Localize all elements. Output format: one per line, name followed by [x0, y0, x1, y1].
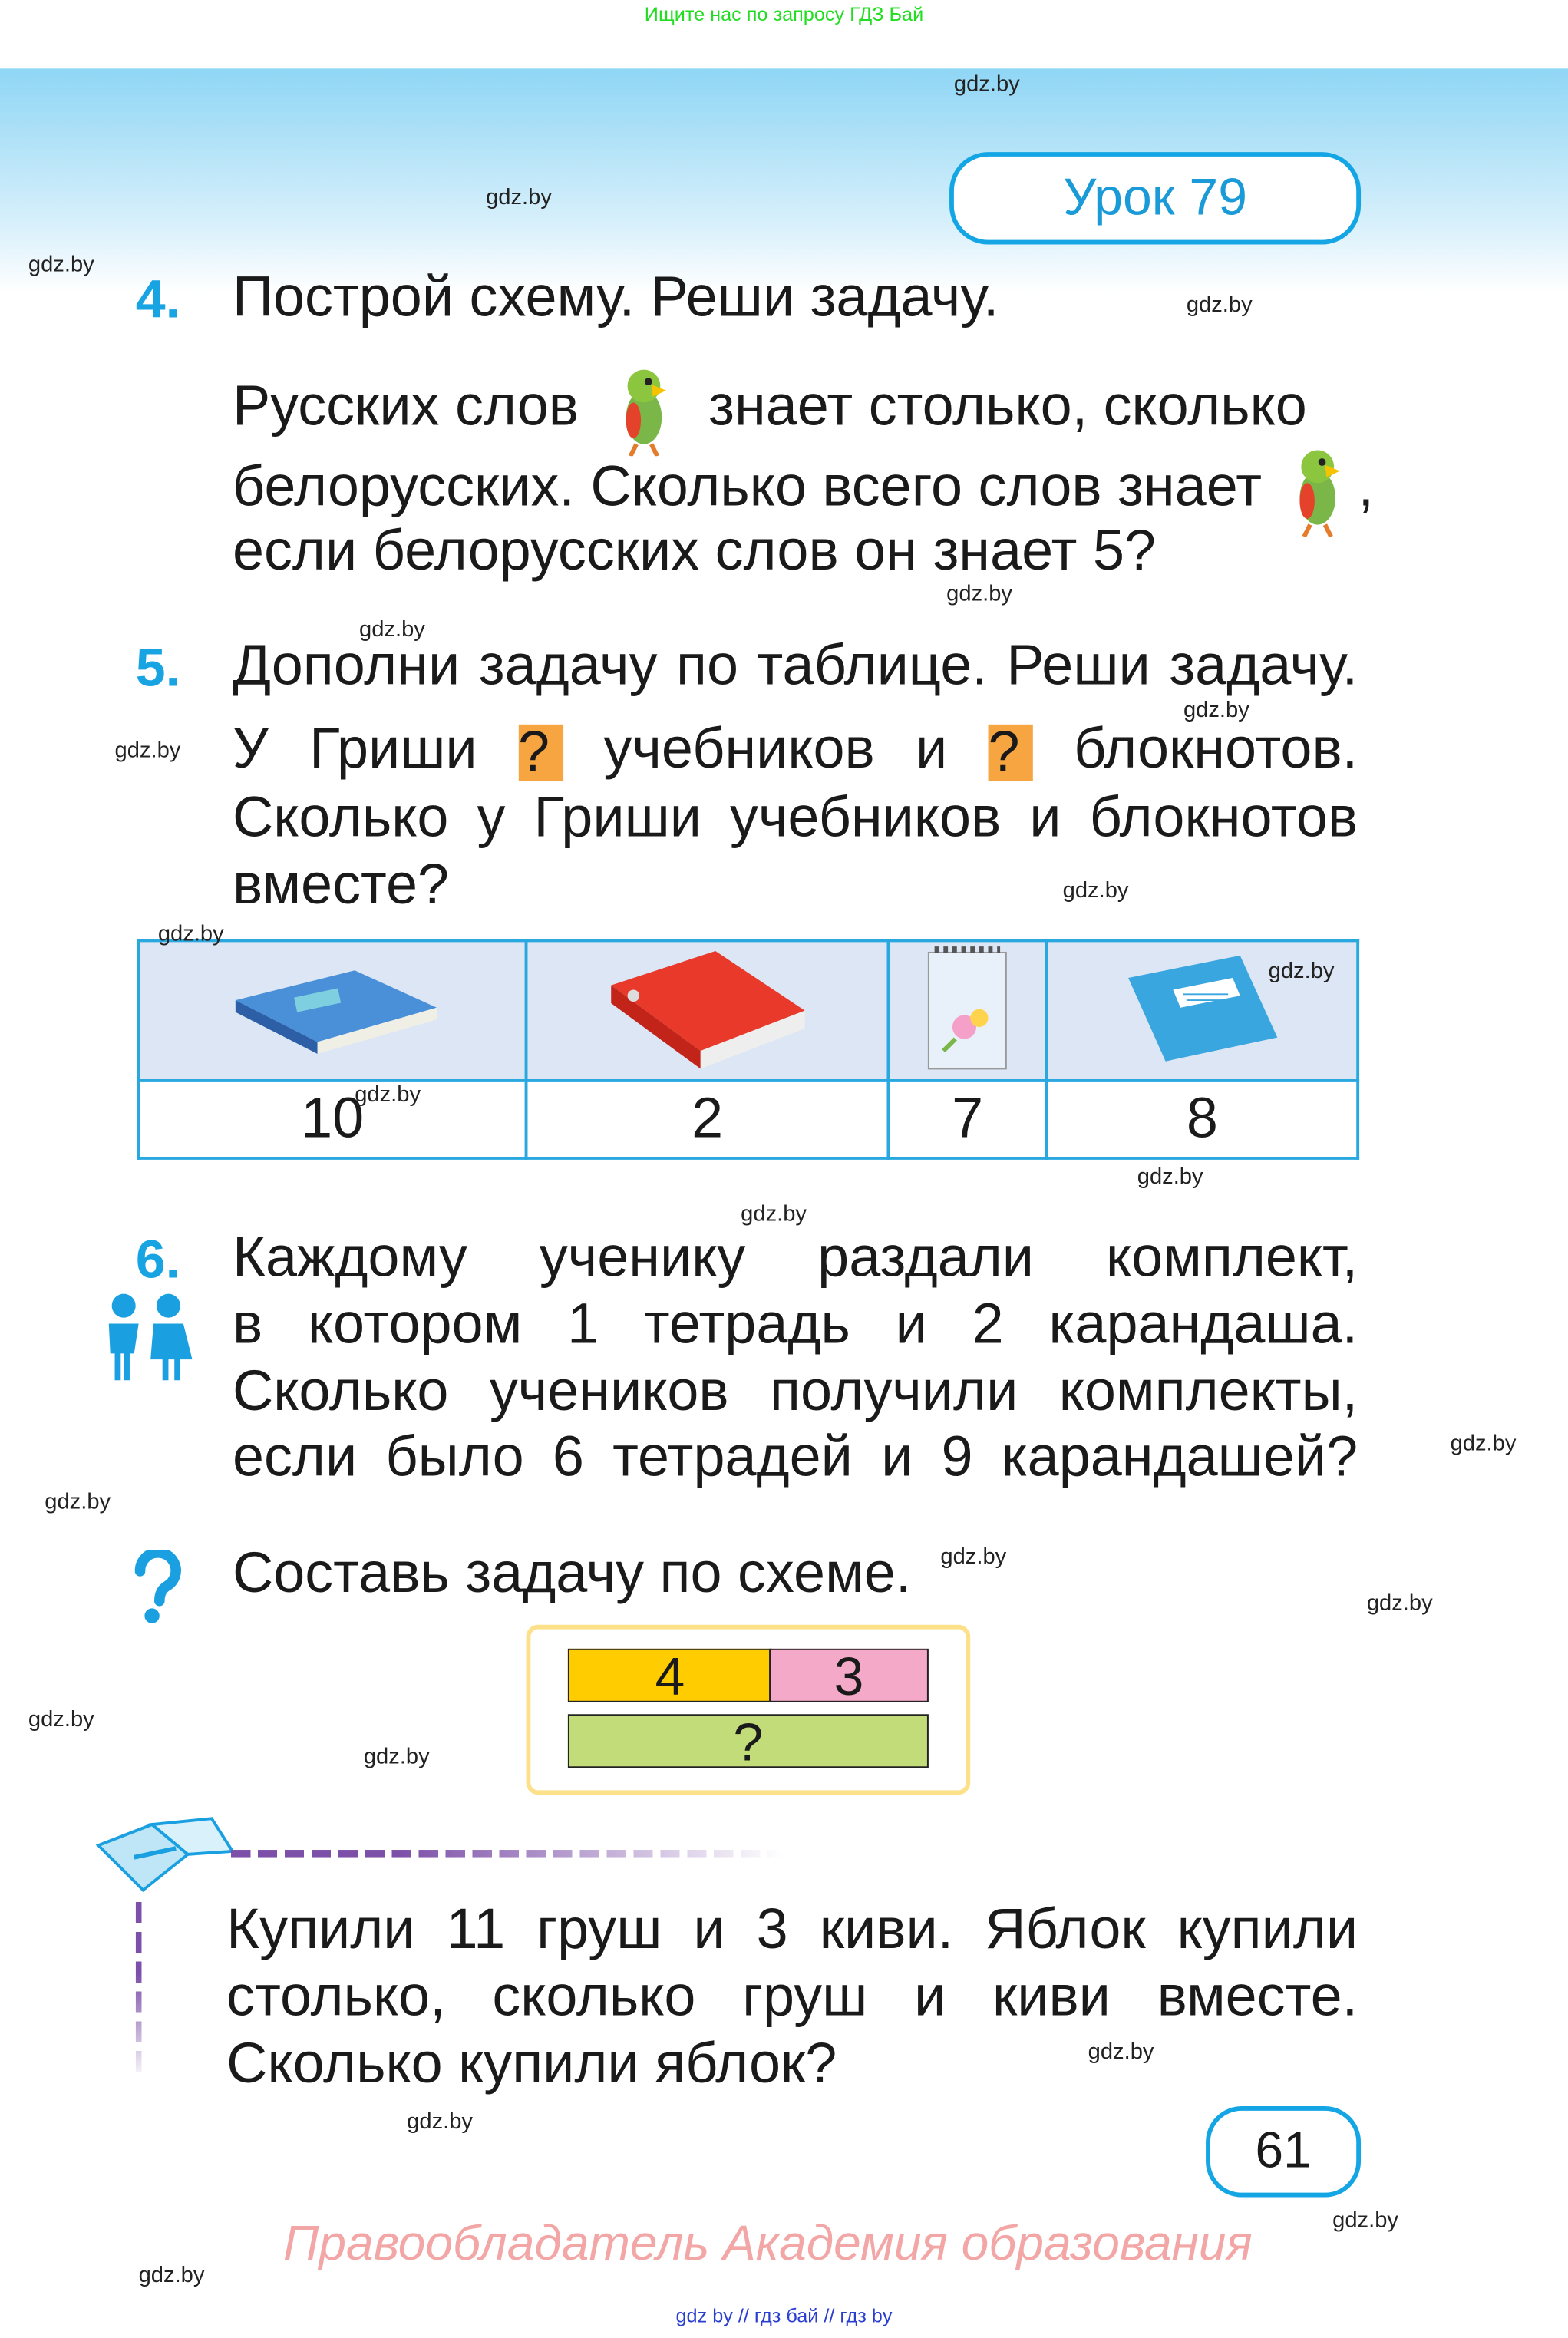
- gdz-watermark: gdz.by: [1268, 958, 1335, 984]
- gdz-watermark: gdz.by: [1088, 2039, 1154, 2065]
- text: белорусских. Сколько всего слов знает: [232, 456, 1263, 519]
- book-icon: [221, 955, 444, 1059]
- scheme-part-2: 3: [769, 1649, 929, 1702]
- table-image-row: [139, 940, 1358, 1081]
- gdz-watermark: gdz.by: [355, 1081, 421, 1108]
- table-value: 2: [527, 1081, 889, 1158]
- footer-links[interactable]: gdz by // гдз бай // гдз by: [675, 2304, 893, 2327]
- table-value: 7: [889, 1081, 1047, 1158]
- parrot-icon: [606, 364, 681, 456]
- items-table: [137, 939, 1359, 1159]
- gdz-watermark: gdz.by: [28, 252, 94, 278]
- bonus-title: Составь задачу по схеме.: [232, 1542, 912, 1606]
- open-book-icon: [92, 1815, 235, 1905]
- dashed-vertical-divider: [136, 1902, 142, 2081]
- gdz-watermark: gdz.by: [45, 1489, 111, 1515]
- scheme-part-1: 4: [568, 1649, 772, 1702]
- text: блокнотов.: [1074, 718, 1358, 781]
- gdz-watermark: gdz.by: [741, 1201, 807, 1227]
- gdz-watermark: gdz.by: [953, 71, 1020, 97]
- task-6-line-1: Каждому ученику раздали комплект,: [232, 1227, 1358, 1290]
- pair-work-icon: [97, 1291, 195, 1383]
- page-number: 61: [1206, 2106, 1361, 2197]
- table-cell: [527, 940, 889, 1081]
- text: знает столько, сколько: [708, 375, 1307, 439]
- copyright-watermark: Правообладатель Академия образования: [282, 2214, 1253, 2270]
- scheme-total: ?: [568, 1714, 929, 1768]
- question-mark-icon: [131, 1550, 185, 1625]
- gdz-watermark: gdz.by: [1332, 2208, 1398, 2234]
- gdz-watermark: gdz.by: [1450, 1431, 1517, 1457]
- gdz-watermark: gdz.by: [1186, 292, 1253, 318]
- dashed-divider: [231, 1850, 783, 1858]
- homework-line-3: Сколько купили яблок?: [226, 2033, 837, 2096]
- gdz-watermark: gdz.by: [407, 2108, 474, 2135]
- gdz-watermark: gdz.by: [359, 616, 425, 643]
- task-4-number: 4.: [135, 268, 181, 330]
- unknown-box: ?: [518, 725, 563, 781]
- task-5-line-2: Сколько у Гриши учебников и блокнотов: [232, 787, 1358, 850]
- text: ,: [1358, 456, 1375, 519]
- task-4-line-1: [233, 364, 1307, 456]
- lesson-badge: Урок 79: [949, 152, 1361, 244]
- parrot-icon: [1281, 444, 1355, 537]
- gdz-watermark: gdz.by: [1183, 697, 1249, 723]
- task-6-number: 6.: [135, 1228, 181, 1290]
- task-6-line-4: если было 6 тетрадей и 9 карандашей?: [232, 1426, 1358, 1490]
- gdz-watermark: gdz.by: [940, 1544, 1007, 1570]
- task-5-line-1: [233, 715, 1358, 784]
- gdz-watermark: gdz.by: [28, 1706, 94, 1732]
- gdz-watermark: gdz.by: [363, 1744, 430, 1770]
- gdz-watermark: gdz.by: [1137, 1164, 1203, 1190]
- gdz-watermark: gdz.by: [114, 738, 181, 764]
- gdz-watermark: gdz.by: [138, 2262, 205, 2288]
- task-5-title: Дополни задачу по таблице. Реши задачу.: [232, 635, 1358, 698]
- task-4-line-3: если белорусских слов он знает 5?: [232, 520, 1157, 583]
- text: Русских слов: [232, 375, 579, 439]
- gdz-watermark: gdz.by: [486, 184, 552, 210]
- gdz-watermark: gdz.by: [1366, 1590, 1433, 1616]
- homework-line-2: столько, сколько груш и киви вместе.: [226, 1966, 1358, 2029]
- gdz-watermark: gdz.by: [1062, 877, 1129, 903]
- task-6-line-2: в котором 1 тетрадь и 2 карандаша.: [232, 1293, 1358, 1357]
- unknown-box: ?: [989, 725, 1033, 781]
- task-4-title: Построй схему. Реши задачу.: [232, 266, 999, 330]
- homework-line-1: Купили 11 груш и 3 киви. Яблок купили: [226, 1899, 1358, 1962]
- table-cell: [889, 940, 1047, 1081]
- task-5-number: 5.: [135, 636, 181, 698]
- notebook-icon: [1113, 947, 1292, 1066]
- text: У Гриши: [232, 718, 477, 781]
- task-6-line-3: Сколько учеников получили комплекты,: [232, 1361, 1358, 1424]
- table-value: 10: [139, 1081, 527, 1158]
- gdz-watermark: gdz.by: [946, 581, 1013, 607]
- table-value-row: [139, 1081, 1358, 1158]
- gdz-watermark: gdz.by: [157, 921, 224, 947]
- table-value: 8: [1047, 1081, 1358, 1158]
- notepad-icon: [923, 943, 1012, 1071]
- table-cell: [139, 940, 527, 1081]
- text: учебников и: [603, 718, 948, 781]
- search-hint: Ищите нас по запросу ГДЗ Бай: [644, 2, 924, 26]
- binder-icon: [603, 943, 812, 1071]
- task-5-line-3: вместе?: [232, 854, 450, 917]
